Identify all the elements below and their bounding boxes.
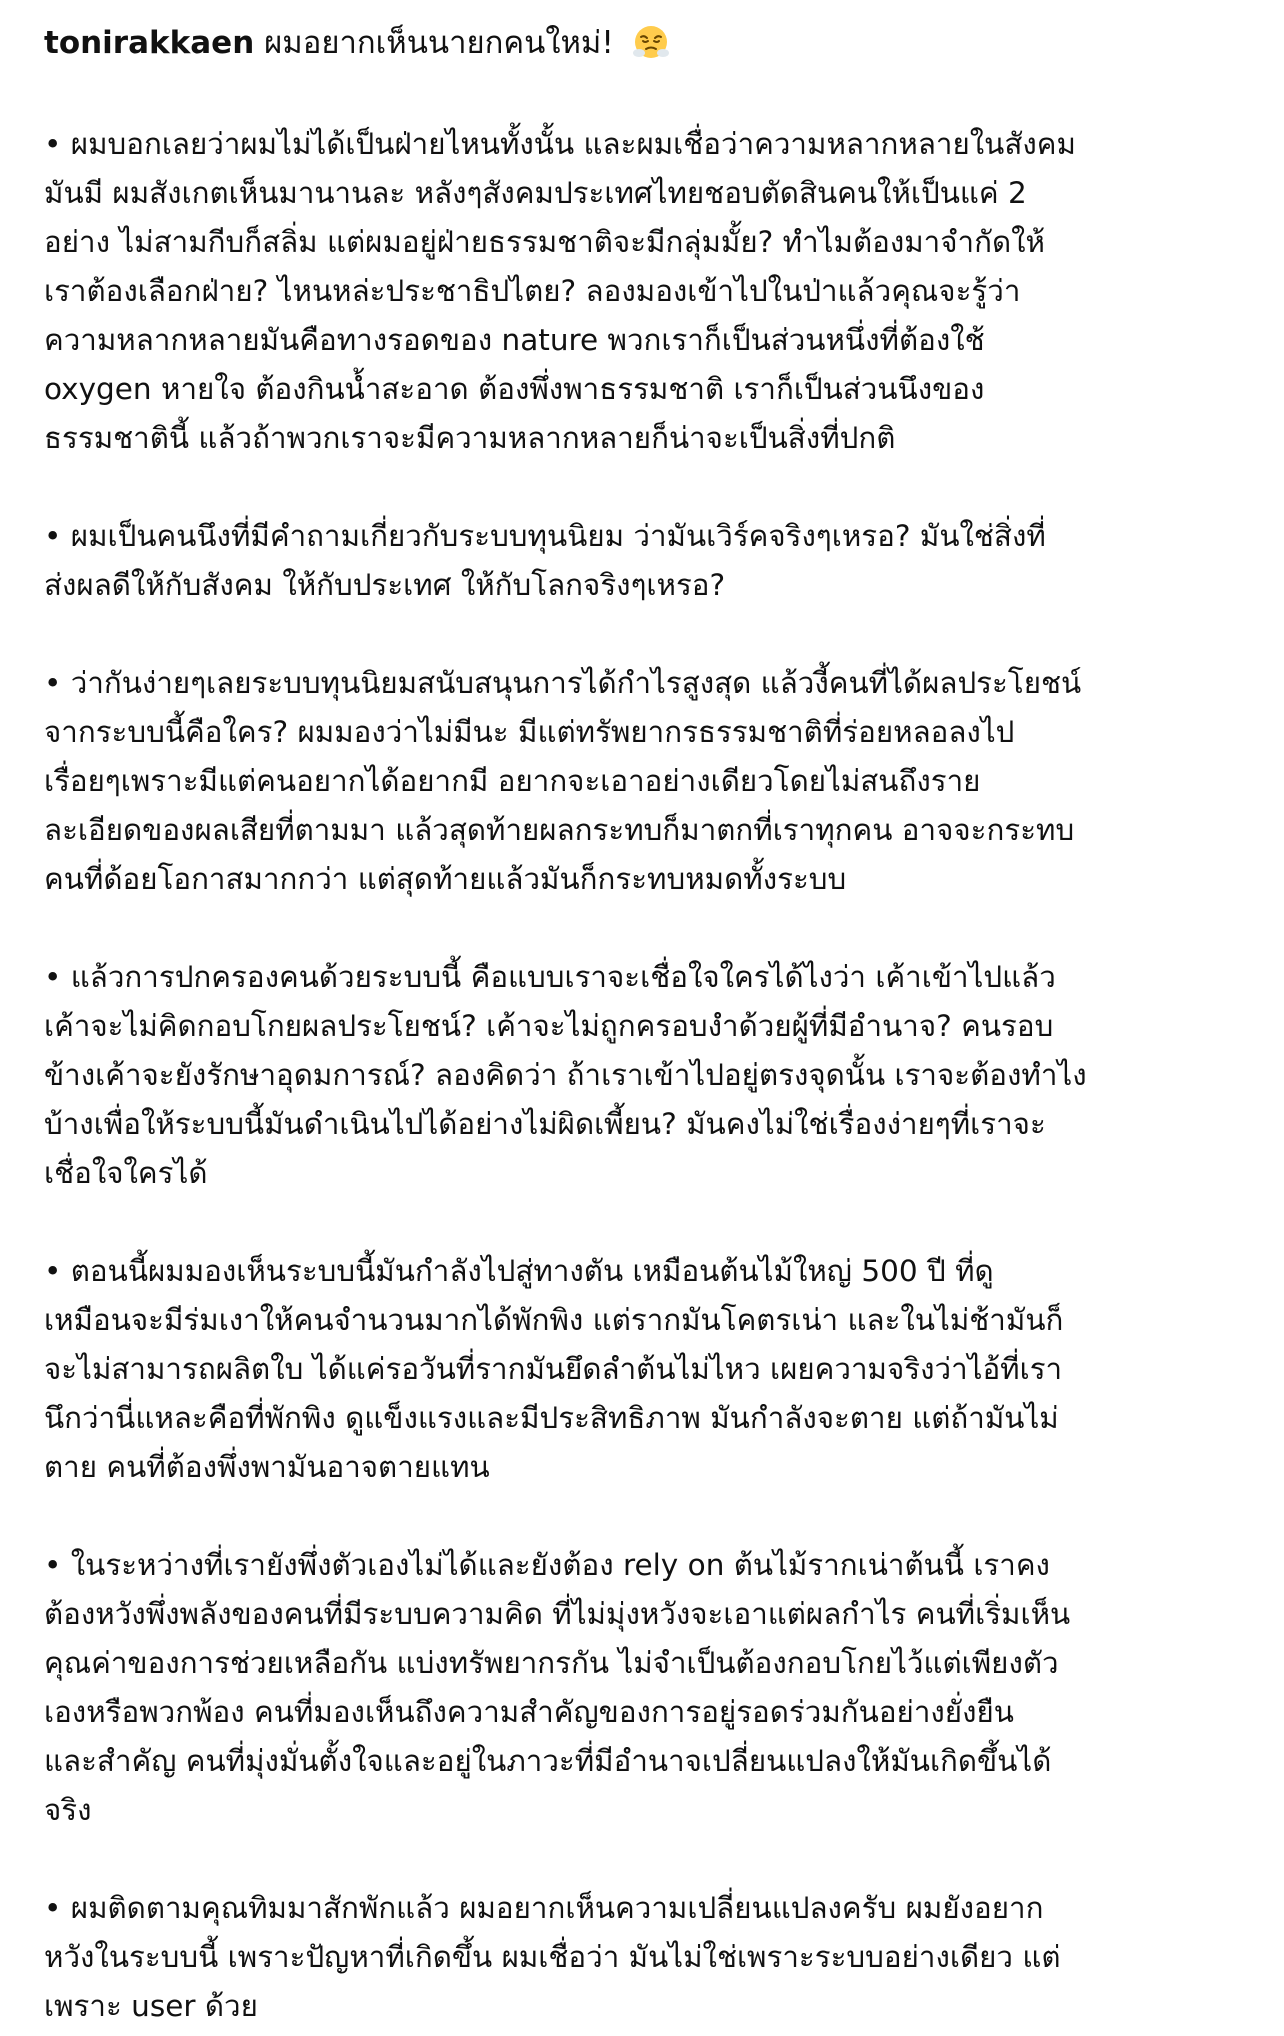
caption-line: เหมือนจะมีร่มเงาให้คนจำนวนมากได้พักพิง แต่รากมันโคตรเน่า และในไม่ช้ามันก็ xyxy=(44,1303,1064,1337)
caption-line: • ตอนนี้ผมมองเห็นระบบนี้มันกำลังไปสู่ทางตัน เหมือนต้นไม้ใหญ่ 500 ปี ที่ดู xyxy=(44,1254,994,1288)
caption-paragraph xyxy=(44,1884,1240,2031)
caption-line: เรื่อยๆเพราะมีแต่คนอยากได้อยากมี อยากจะเอาอย่างเดียวโดยไม่สนถึงราย xyxy=(44,764,981,798)
caption-line: • ผมติดตามคุณทิมมาสักพักแล้ว ผมอยากเห็นความเปลี่ยนแปลงครับ ผมยังอยาก xyxy=(44,1891,1044,1925)
caption-line: ข้างเค้าจะยังรักษาอุดมการณ์? ลองคิดว่า ถ้าเราเข้าไปอยู่ตรงจุดนั้น เราจะต้องทำไง xyxy=(44,1058,1087,1092)
caption-line: จะไม่สามารถผลิตใบ ได้แค่รอวันที่รากมันยึดลำต้นไม่ไหว เผยความจริงว่าไอ้ที่เรา xyxy=(44,1352,1063,1386)
username-link[interactable]: tonirakkaen xyxy=(44,25,255,61)
caption-line: • ผมเป็นคนนึงที่มีคำถามเกี่ยวกับระบบทุนนิยม ว่ามันเวิร์คจริงๆเหรอ? มันใช่สิ่งที่ xyxy=(44,519,1046,553)
caption-line: • ว่ากันง่ายๆเลยระบบทุนนิยมสนับสนุนการได้กำไรสูงสุด แล้วงี้คนที่ได้ผลประโยชน์ xyxy=(44,666,1082,700)
caption-line: ความหลากหลายมันคือทางรอดของ nature พวกเราก็เป็นส่วนหนึ่งที่ต้องใช้ xyxy=(44,323,985,357)
caption-line: คุณค่าของการช่วยเหลือกัน แบ่งทรัพยากรกัน ไม่จำเป็นต้องกอบโกยไว้แต่เพียงตัว xyxy=(44,1646,1059,1680)
caption-paragraph xyxy=(44,953,1240,1198)
caption-body xyxy=(44,120,1240,2031)
face-with-steam-from-nose-icon xyxy=(632,23,670,76)
caption-line: ตาย คนที่ต้องพึ่งพามันอาจตายแทน xyxy=(44,1450,490,1484)
caption-line: หวังในระบบนี้ เพราะปัญหาที่เกิดขึ้น ผมเชื่อว่า มันไม่ใช่เพราะระบบอย่างเดียว แต่ xyxy=(44,1940,1061,1974)
caption-line: เชื่อใจใครได้ xyxy=(44,1156,208,1190)
caption-paragraph xyxy=(44,659,1240,904)
caption-paragraph xyxy=(44,120,1240,463)
caption-paragraph xyxy=(44,512,1240,610)
caption-line: บ้างเพื่อให้ระบบนี้มันดำเนินไปได้อย่างไม่ผิดเพี้ยน? มันคงไม่ใช่เรื่องง่ายๆที่เราจะ xyxy=(44,1107,1046,1141)
caption-line: ส่งผลดีให้กับสังคม ให้กับประเทศ ให้กับโลกจริงๆเหรอ? xyxy=(44,568,726,602)
caption-line: • ผมบอกเลยว่าผมไม่ได้เป็นฝ่ายไหนทั้งนั้น และผมเชื่อว่าความหลากหลายในสังคม xyxy=(44,127,1076,161)
caption-line: • ในระหว่างที่เรายังพึ่งตัวเองไม่ได้และยังต้อง rely on ต้นไม้รากเน่าต้นนี้ เราคง xyxy=(44,1548,1050,1582)
caption-line: ละเอียดของผลเสียที่ตามมา แล้วสุดท้ายผลกระทบก็มาตกที่เราทุกคน อาจจะกระทบ xyxy=(44,813,1075,847)
caption-line: • แล้วการปกครองคนด้วยระบบนี้ คือแบบเราจะเชื่อใจใครได้ไงว่า เค้าเข้าไปแล้ว xyxy=(44,960,1056,994)
caption-line: จากระบบนี้คือใคร? ผมมองว่าไม่มีนะ มีแต่ทรัพยากรธรรมชาติที่ร่อยหลอลงไป xyxy=(44,715,1015,749)
caption-line: นึกว่านี่แหละคือที่พักพิง ดูแข็งแรงและมีประสิทธิภาพ มันกำลังจะตาย แต่ถ้ามันไม่ xyxy=(44,1401,1059,1435)
caption-line: เราต้องเลือกฝ่าย? ไหนหล่ะประชาธิปไตย? ลองมองเข้าไปในป่าแล้วคุณจะรู้ว่า xyxy=(44,274,1021,308)
caption-line: ต้องหวังพึ่งพลังของคนที่มีระบบความคิด ที่ไม่มุ่งหวังจะเอาแต่ผลกำไร คนที่เริ่มเห็น xyxy=(44,1597,1071,1631)
caption-paragraph xyxy=(44,1247,1240,1492)
caption-line: และสำคัญ คนที่มุ่งมั่นตั้งใจและอยู่ในภาวะที่มีอำนาจเปลี่ยนแปลงให้มันเกิดขึ้นได้ xyxy=(44,1744,1052,1778)
caption-line: เพราะ user ด้วย xyxy=(44,1989,258,2023)
caption-line: ธรรมชาตินี้ แล้วถ้าพวกเราจะมีความหลากหลายก็น่าจะเป็นสิ่งที่ปกติ xyxy=(44,421,896,455)
caption-line: มันมี ผมสังเกตเห็นมานานละ หลังๆสังคมประเทศไทยชอบตัดสินคนให้เป็นแค่ 2 xyxy=(44,176,1027,210)
caption-line: คนที่ด้อยโอกาสมากกว่า แต่สุดท้ายแล้วมันก็กระทบหมดทั้งระบบ xyxy=(44,862,847,896)
caption-line: จริง xyxy=(44,1793,92,1827)
caption-line: เค้าจะไม่คิดกอบโกยผลประโยชน์? เค้าจะไม่ถูกครอบงำด้วยผู้ที่มีอำนาจ? คนรอบ xyxy=(44,1009,1054,1043)
post-caption-title: ผมอยากเห็นนายกคนใหม่! xyxy=(264,25,614,61)
post-header xyxy=(44,18,1240,76)
caption-paragraph xyxy=(44,1541,1240,1835)
caption-line: oxygen หายใจ ต้องกินน้ำสะอาด ต้องพึ่งพาธรรมชาติ เราก็เป็นส่วนนึงของ xyxy=(44,372,985,406)
caption-line: เองหรือพวกพ้อง คนที่มองเห็นถึงความสำคัญของการอยู่รอดร่วมกันอย่างยั่งยืน xyxy=(44,1695,1014,1729)
caption-line: อย่าง ไม่สามกีบก็สลิ่ม แต่ผมอยู่ฝ่ายธรรมชาติจะมีกลุ่มมั้ย? ทำไมต้องมาจำกัดให้ xyxy=(44,225,1045,259)
